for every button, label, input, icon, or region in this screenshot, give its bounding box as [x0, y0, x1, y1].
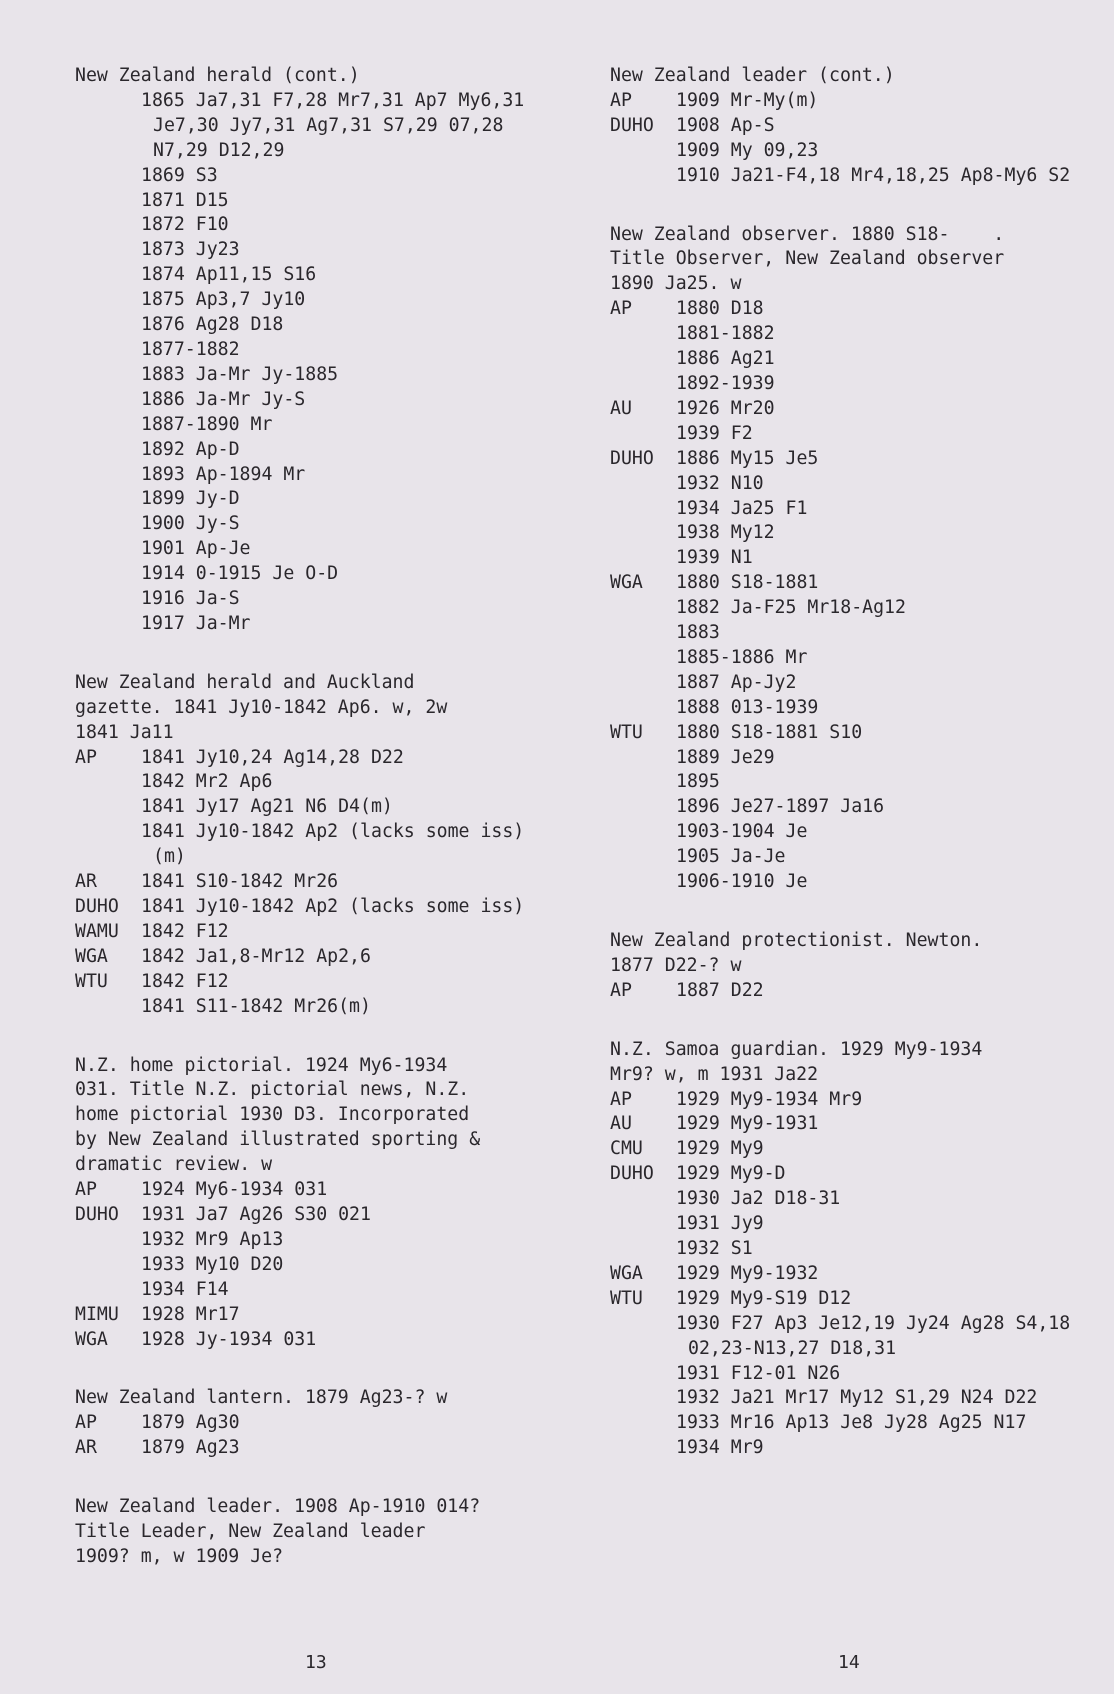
holding-row	[75, 1178, 545, 1203]
holdings-list	[676, 1088, 1080, 1113]
holding-line: 1892-1939	[676, 372, 775, 394]
holding-line: 1934 F14	[141, 1278, 229, 1300]
catalog-entry	[610, 1038, 1080, 1461]
holding-line: 1901 Ap-Je	[141, 538, 251, 560]
holding-line: 1905 Ja-Je	[676, 846, 786, 868]
holdings-list	[676, 114, 1080, 189]
catalog-entry	[75, 1054, 545, 1353]
holding-line: 1841 Jy10,24 Ag14,28 D22	[141, 746, 404, 768]
holding-line: 1932 Ja21 Mr17 My12 S1,29 N24 D22	[676, 1387, 1038, 1409]
holding-line: 1876 Ag28 D18	[141, 314, 284, 336]
holding-row	[610, 721, 1080, 895]
library-code: DUHO	[610, 114, 654, 136]
holding-row	[610, 297, 1080, 397]
holding-line: 1841 Jy10-1842 Ap2 (lacks some iss)(m)	[141, 821, 525, 868]
catalog-entry	[75, 671, 545, 1020]
holding-row	[610, 447, 1080, 572]
holding-line: 1871 D15	[141, 189, 229, 211]
holding-line: 1841 Jy10-1842 Ap2 (lacks some iss)	[141, 896, 525, 917]
holding-line: 1895	[676, 771, 720, 793]
holding-line: 1889 Je29	[676, 746, 775, 768]
holding-line: 1893 Ap-1894 Mr	[141, 463, 306, 485]
holdings-list	[676, 979, 1080, 1004]
holding-line: 1888 013-1939	[676, 696, 819, 718]
library-code: WAMU	[75, 920, 119, 942]
library-code: AR	[75, 1437, 97, 1459]
holding-line: 1874 Ap11,15 S16	[141, 264, 317, 286]
holding-line: 1886 Ja-Mr Jy-S	[141, 388, 306, 410]
holding-line: 1842 F12	[141, 920, 229, 942]
catalog-entry	[610, 64, 1080, 189]
holding-row	[610, 979, 1080, 1004]
page-number-left: 13	[305, 1652, 327, 1673]
holding-line: 1892 Ap-D	[141, 438, 240, 460]
holding-row	[75, 746, 545, 871]
holding-line: 1914 0-1915 Je O-D	[141, 563, 339, 585]
holding-line: 1886 Ag21	[676, 348, 775, 370]
holding-row	[75, 970, 545, 1020]
entry-description: home pictorial 1930 D3. Incorporated	[75, 1104, 470, 1126]
holding-line: 1896 Je27-1897 Ja16	[676, 796, 885, 818]
holdings-list	[141, 1178, 545, 1203]
holding-row	[610, 1262, 1080, 1287]
holding-line: 1841 S10-1842 Mr26	[141, 871, 339, 893]
holdings-list	[141, 89, 545, 637]
holding-row	[610, 397, 1080, 447]
holding-line: 1931 Jy9	[676, 1213, 764, 1235]
holding-line: 1842 Mr2 Ap6	[141, 771, 273, 793]
library-code: DUHO	[610, 1163, 654, 1185]
holdings-list	[141, 1303, 545, 1328]
holding-line: 1916 Ja-S	[141, 588, 240, 610]
holding-line: 1932 N10	[676, 472, 764, 494]
library-code: WGA	[75, 945, 108, 967]
holding-row	[75, 1436, 545, 1461]
holding-line: 1842 Ja1,8-Mr12 Ap2,6	[141, 945, 371, 967]
holding-line: 1880 D18	[676, 298, 764, 320]
holding-line: 1903-1904 Je	[676, 821, 808, 843]
holding-line: 1933 My10 D20	[141, 1253, 284, 1275]
library-code: WTU	[75, 970, 108, 992]
entry-description: N.Z. Samoa guardian. 1929 My9-1934	[610, 1038, 983, 1060]
entry-description: New Zealand herald and Auckland	[75, 671, 415, 693]
holding-line: 1908 Ap-S	[676, 114, 775, 136]
holdings-list	[676, 1137, 1080, 1162]
library-code: AP	[610, 89, 632, 111]
holdings-list	[676, 397, 1080, 447]
holding-line: 1931 Ja7 Ag26 S30 021	[141, 1203, 371, 1225]
holding-line: 1877-1882	[141, 338, 240, 360]
entry-description: Mr9? w, m 1931 Ja22	[610, 1063, 819, 1085]
holding-row	[75, 1411, 545, 1436]
entry-description: New Zealand lantern. 1879 Ag23-? w	[75, 1387, 448, 1409]
holding-line: 1933 Mr16 Ap13 Je8 Jy28 Ag25 N17	[676, 1412, 1027, 1434]
holding-line: 1887-1890 Mr	[141, 413, 273, 435]
holding-line: 1929 My9-1931	[676, 1113, 819, 1135]
holding-line: 1873 Jy23	[141, 239, 240, 261]
library-code: AU	[610, 1113, 632, 1135]
holding-line: 1880 S18-1881	[676, 572, 819, 594]
right-column	[610, 64, 1080, 1495]
entry-description: 1877 D22-? w	[610, 954, 742, 976]
holding-row	[610, 1088, 1080, 1113]
library-code: MIMU	[75, 1303, 119, 1325]
holding-line: 1928 Jy-1934 031	[141, 1328, 317, 1350]
catalog-entry	[75, 64, 545, 637]
entry-description: 1841 Ja11	[75, 721, 174, 743]
entry-description: 031. Title N.Z. pictorial news, N.Z.	[75, 1079, 470, 1101]
holdings-list	[141, 870, 545, 895]
library-code: DUHO	[610, 447, 654, 469]
holding-row	[610, 571, 1080, 720]
holding-line: 1887 D22	[676, 979, 764, 1001]
library-code: AP	[75, 1179, 97, 1201]
holding-line: 1841 Jy17 Ag21 N6 D4(m)	[141, 796, 393, 818]
holdings-list	[676, 1262, 1080, 1287]
holding-line: 1939 N1	[676, 547, 753, 569]
holding-line: 1875 Ap3,7 Jy10	[141, 289, 306, 311]
holding-line: 1883	[676, 622, 720, 644]
holding-row	[75, 920, 545, 945]
entry-description: dramatic review. w	[75, 1154, 273, 1176]
holding-line: 1900 Jy-S	[141, 513, 240, 535]
entry-description: New Zealand leader. 1908 Ap-1910 014?	[75, 1496, 481, 1518]
holding-line: 1929 My9	[676, 1138, 764, 1160]
holding-line: 1934 Ja25 F1	[676, 497, 808, 519]
holding-line: 1887 Ap-Jy2	[676, 671, 797, 693]
entry-description: Title Observer, New Zealand observer	[610, 248, 1005, 270]
holding-row	[610, 1162, 1080, 1262]
page-number-right: 14	[838, 1652, 860, 1673]
holding-line: 1928 Mr17	[141, 1303, 240, 1325]
holdings-list	[141, 1436, 545, 1461]
holding-line: 1899 Jy-D	[141, 488, 240, 510]
library-code: AP	[75, 746, 97, 768]
holding-row	[610, 114, 1080, 189]
entry-description: gazette. 1841 Jy10-1842 Ap6. w, 2w	[75, 696, 448, 718]
library-code: WGA	[75, 1328, 108, 1350]
holding-line: 1869 S3	[141, 164, 218, 186]
holding-line: 1929 My9-D	[676, 1163, 786, 1185]
holding-line: 1931 F12-01 N26	[676, 1362, 841, 1384]
holdings-list	[141, 970, 545, 1020]
holding-row	[75, 895, 545, 920]
library-code: AP	[610, 298, 632, 320]
library-code: WTU	[610, 1287, 643, 1309]
holding-row	[610, 89, 1080, 114]
entry-description: N.Z. home pictorial. 1924 My6-1934	[75, 1054, 448, 1076]
holding-line: 1885-1886 Mr	[676, 646, 808, 668]
holding-line: 1872 F10	[141, 214, 229, 236]
holding-line: 1842 F12	[141, 970, 229, 992]
holding-row	[75, 870, 545, 895]
holding-line: 1879 Ag23	[141, 1437, 240, 1459]
library-code: DUHO	[75, 1203, 119, 1225]
entry-description: New Zealand herald (cont.)	[75, 65, 360, 86]
holding-line: 1879 Ag30	[141, 1412, 240, 1434]
library-code: AP	[610, 979, 632, 1001]
holding-line: 1930 Ja2 D18-31	[676, 1188, 841, 1210]
holding-row	[610, 1287, 1080, 1461]
library-code: AR	[75, 871, 97, 893]
holding-line: 1880 S18-1881 S10	[676, 721, 863, 743]
holdings-list	[141, 1411, 545, 1436]
holding-row	[75, 1328, 545, 1353]
library-code: DUHO	[75, 896, 119, 917]
holding-line: 1886 My15 Je5	[676, 447, 819, 469]
holding-line: 1932 Mr9 Ap13	[141, 1228, 284, 1250]
holdings-list	[141, 920, 545, 945]
entry-description: New Zealand observer. 1880 S18- .	[610, 223, 1005, 245]
holding-row	[75, 945, 545, 970]
holdings-list	[676, 721, 1080, 895]
catalog-entry	[610, 929, 1080, 1004]
holding-line: 1930 F27 Ap3 Je12,19 Jy24 Ag28 S4,18 02,23-N13,27 D18,31	[676, 1312, 1082, 1359]
holding-line: 1910 Ja21-F4,18 Mr4,18,25 Ap8-My6 S2	[676, 164, 1071, 186]
entry-description: by New Zealand illustrated sporting &	[75, 1129, 481, 1151]
holding-line: 1881-1882	[676, 323, 775, 345]
holding-line: 1939 F2	[676, 422, 753, 444]
holding-line: 1865 Ja7,31 F7,28 Mr7,31 Ap7 My6,31 Je7,30 Jy7,31 Ag7,31 S7,29 07,28 N7,29 D12,29	[141, 89, 536, 161]
entry-description: New Zealand leader (cont.)	[610, 65, 895, 86]
holding-line: 1938 My12	[676, 522, 775, 544]
holding-line: 1841 S11-1842 Mr26(m)	[141, 995, 371, 1017]
holdings-list	[141, 945, 545, 970]
holding-line: 1929 My9-1932	[676, 1262, 819, 1284]
library-code	[75, 89, 141, 637]
holding-line: 1909 Mr-My(m)	[676, 89, 819, 111]
entry-description: 1909? m, w 1909 Je?	[75, 1545, 284, 1567]
holdings-list	[141, 895, 545, 920]
holdings-list	[141, 1203, 545, 1303]
catalog-entry	[75, 1495, 545, 1570]
holdings-list	[676, 1287, 1080, 1461]
holding-row	[75, 1303, 545, 1328]
holding-line: 1882 Ja-F25 Mr18-Ag12	[676, 597, 906, 619]
entry-description: New Zealand protectionist. Newton.	[610, 930, 983, 951]
entry-description: 1890 Ja25. w	[610, 273, 742, 295]
holding-row	[75, 1203, 545, 1303]
holding-line: 1926 Mr20	[676, 397, 775, 419]
holdings-list	[141, 746, 545, 871]
holdings-list	[676, 297, 1080, 397]
library-code: CMU	[610, 1138, 643, 1160]
holding-row	[610, 1112, 1080, 1137]
holdings-list	[676, 1112, 1080, 1137]
holding-row	[610, 1137, 1080, 1162]
holding-line: 1906-1910 Je	[676, 871, 808, 893]
holding-line: 1924 My6-1934 031	[141, 1179, 328, 1201]
library-code: WGA	[610, 1262, 643, 1284]
library-code: AP	[610, 1088, 632, 1110]
library-code: AU	[610, 397, 632, 419]
entry-description: Title Leader, New Zealand leader	[75, 1521, 426, 1543]
catalog-entry	[610, 223, 1080, 895]
holding-line: 1929 My9-1934 Mr9	[676, 1088, 863, 1110]
holding-row	[75, 89, 545, 637]
catalog-entry	[75, 1386, 545, 1461]
holdings-list	[676, 447, 1080, 572]
holding-line: 1934 Mr9	[676, 1437, 764, 1459]
holding-line: 1909 My 09,23	[676, 139, 819, 161]
holdings-list	[676, 89, 1080, 114]
holdings-list	[141, 1328, 545, 1353]
holdings-list	[676, 1162, 1080, 1262]
holding-line: 1932 S1	[676, 1237, 753, 1259]
library-code: WGA	[610, 572, 643, 594]
library-code: AP	[75, 1412, 97, 1434]
holding-line: 1883 Ja-Mr Jy-1885	[141, 363, 339, 385]
holding-line: 1917 Ja-Mr	[141, 612, 251, 634]
holding-line: 1929 My9-S19 D12	[676, 1287, 852, 1309]
left-column	[75, 64, 545, 1604]
library-code: WTU	[610, 721, 643, 743]
holdings-list	[676, 571, 1080, 720]
